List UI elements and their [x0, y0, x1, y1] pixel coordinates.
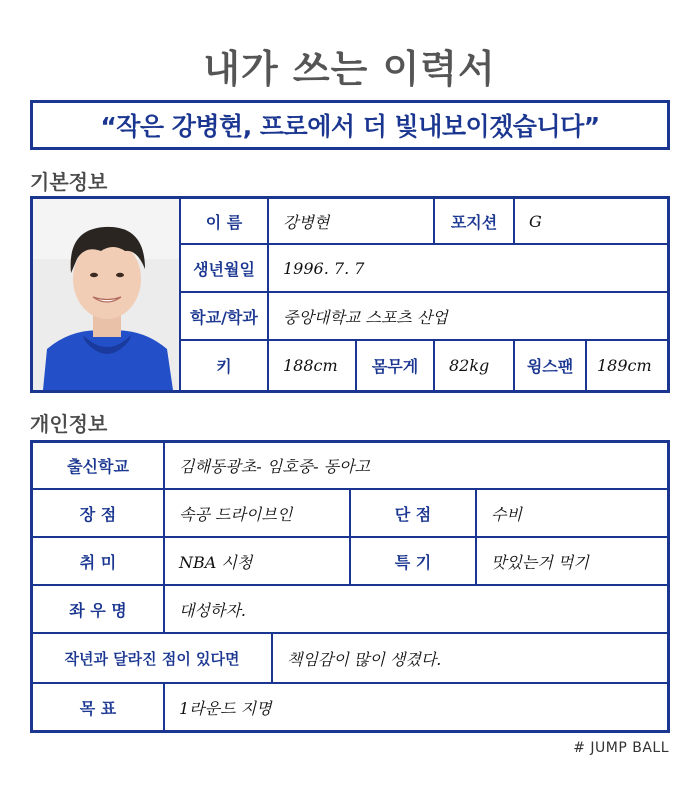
goal-label: 목 표: [33, 684, 165, 730]
name-value: 강병현: [269, 199, 435, 245]
alma-label: 출신학교: [33, 443, 165, 490]
wingspan-label: 윙스팬: [515, 341, 587, 390]
school-label: 학교/학과: [181, 293, 269, 341]
weight-label: 몸무게: [357, 341, 435, 390]
basic-info-table: [30, 196, 670, 393]
name-label: 이 름: [181, 199, 269, 245]
goal-value: 1라운드 지명: [179, 698, 272, 718]
motto-value: 대성하자.: [165, 586, 667, 634]
personal-info-heading: 개인정보: [30, 412, 108, 436]
position-value: G: [515, 199, 667, 245]
alma-value: 김해동광초- 임호중- 동아고: [165, 443, 667, 490]
height-label: 키: [181, 341, 269, 390]
strength-value: 속공 드라이브인: [165, 490, 351, 538]
talent-value: 맛있는거 먹기: [477, 538, 667, 586]
page-title: 내가 쓰는 이력서: [203, 47, 496, 91]
birth-label: 생년월일: [181, 245, 269, 293]
hobby-value: NBA 시청: [165, 538, 351, 586]
footer-hashtag: # JUMP BALL: [573, 740, 669, 756]
talent-label: 특 기: [351, 538, 477, 586]
motto-label: 좌 우 명: [33, 586, 165, 634]
change-value: 책임감이 많이 생겼다.: [273, 634, 667, 684]
weakness-label: 단 점: [351, 490, 477, 538]
strength-label: 장 점: [33, 490, 165, 538]
position-label: 포지션: [435, 199, 515, 245]
birth-value: 1996. 7. 7: [269, 245, 667, 293]
height-value: 188cm: [269, 341, 357, 390]
quote-box: [30, 100, 670, 150]
player-photo: [33, 199, 181, 390]
player-photo-image: [33, 199, 181, 390]
change-label: 작년과 달라진 점이 있다면: [33, 634, 273, 684]
quote-text: “작은 강병현, 프로에서 더 빛내보이겠습니다”: [100, 112, 600, 141]
personal-info-table: [30, 440, 670, 733]
basic-info-heading: 기본정보: [30, 170, 108, 194]
weakness-value: 수비: [477, 490, 667, 538]
hobby-label: 취 미: [33, 538, 165, 586]
school-value: 중앙대학교 스포츠 산업: [269, 293, 667, 341]
wingspan-value: 189cm: [597, 356, 652, 375]
weight-value: 82kg: [435, 341, 515, 390]
